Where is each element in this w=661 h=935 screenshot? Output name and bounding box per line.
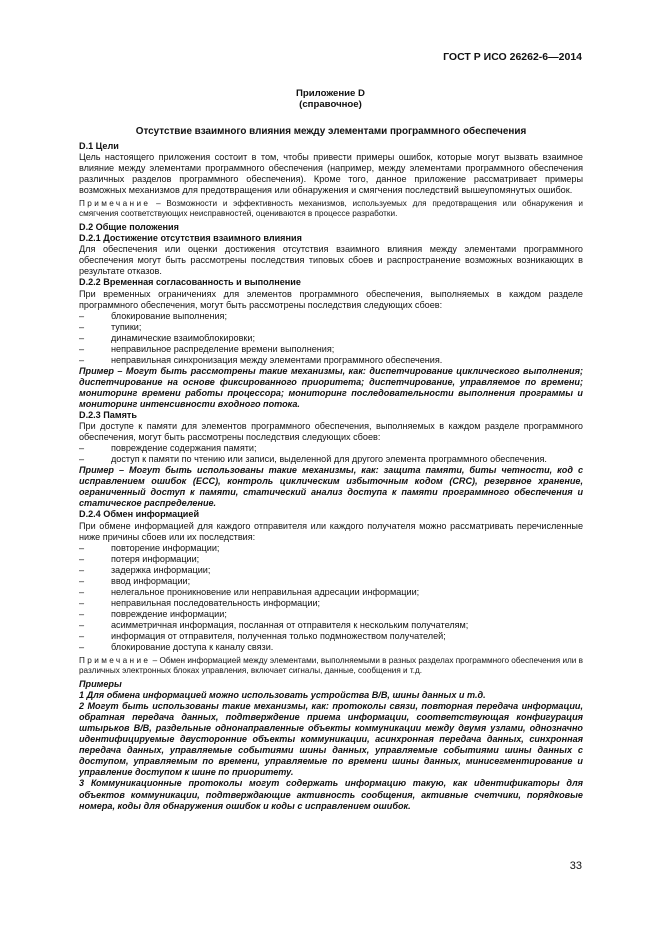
document-body (79, 126, 583, 812)
list-item: – доступ к памяти по чтению или записи, выделенной для другого элемента программного обеспечения. (79, 454, 583, 465)
subsection-heading: D.2.2 Временная согласованность и выполнение (79, 277, 301, 288)
list-item: – блокирование выполнения; (79, 311, 583, 322)
standard-header: ГОСТ Р ИСО 26262-6—2014 (443, 51, 582, 63)
list-item: – ввод информации; (79, 576, 583, 587)
note-label: Примечание (79, 656, 151, 666)
list-item: – нелегальное проникновение или неправильная адресации информации; (79, 587, 583, 598)
example-text: 1 Для обмена информацией можно использовать устройства В/В, шины данных и т.д. (79, 690, 486, 701)
examples-heading: Примеры (79, 679, 122, 690)
list-item: – задержка информации; (79, 565, 583, 576)
example-text: Пример – Могут быть рассмотрены такие механизмы, как: диспетчирование циклического выполнения; диспетчирование на основе фиксированного приоритета; диспетчирование, управляемое по времени; мониторинг времени работы процессора; мониторинг последовательности выполнения программы и мониторинг интенсивности входного потока. (79, 365, 583, 409)
list-item: – потеря информации; (79, 554, 583, 565)
note-text: – Возможности и эффективность механизмов, используемых для предотвращения или обнаружения и смягчения соответствующих неисправностей, оцениваются в процессе разработки. (79, 199, 583, 219)
example-text: 3 Коммуникационные протоколы могут содержать информацию такую, как идентификаторы для объектов коммуникации, подтверждающие активность сообщения, активные счетчики, порядковые номера, коды для обнаружения ошибок и коды с исправлением ошибок. (79, 778, 583, 811)
paragraph: При временных ограничениях для элементов программного обеспечения, выполняемых в каждом разделе программного обеспечения, могут быть рассмотрены последствия следующих сбоев: (79, 288, 583, 310)
list-item: – неправильная последовательность информации; (79, 598, 583, 609)
list-item: – повреждение информации; (79, 609, 583, 620)
note-text: – Обмен информацией между элементами, выполняемыми в разных разделах программного обеспечения или в различных электронных блоках управления, включает сигналы, данные, сообщения и т.д. (79, 656, 583, 676)
list-item: – неправильное распределение времени выполнения; (79, 344, 583, 355)
note (79, 656, 583, 676)
list-item: – повреждение содержания памяти; (79, 443, 583, 454)
section-heading: D.1 Цели (79, 141, 119, 151)
note (79, 199, 583, 219)
list-item: – неправильная синхронизация между элементами программного обеспечения. (79, 355, 583, 366)
subsection-heading: D.2.3 Память (79, 410, 137, 421)
subsection-heading: D.2.4 Обмен информацией (79, 509, 200, 520)
section-heading: D.2 Общие положения (79, 222, 179, 233)
note-label: Примечание (79, 199, 151, 209)
list-item: – динамические взаимоблокировки; (79, 333, 583, 344)
bullet-list (79, 443, 583, 465)
paragraph: При обмене информацией для каждого отправителя или каждого получателя можно рассматривать перечисленные ниже причины сбоев или их последствия: (79, 520, 583, 542)
example-text: Пример – Могут быть использованы такие механизмы, как: защита памяти, биты четности, код с исправлением ошибок (ECC), контроль циклическим избыточным кодом (CRC), резервное хранение, ограниченный доступ к памяти, статический анализ доступа к памяти программного обеспечения и статическое распределение. (79, 465, 583, 509)
list-item: – повторение информации; (79, 543, 583, 554)
bullet-list (79, 311, 583, 366)
appendix-heading (0, 88, 661, 110)
example-text: 2 Могут быть использованы такие механизмы, как: протоколы связи, повторная передача информации, обратная передача данных, подтверждение приема информации, соответствующая конфигурация штырьков В/В, раздельные однонаправленные объекты коммуникации между двумя узлами, однозначно идентифицируемые двусторонние объекты коммуникации, асинхронная передача данных, синхронная передача данных, управляемые событиями шины данных, управляемые событиями шины данных с доступом, управляемым по времени, управляемые по времени шины данных, минисегментирование и управление доступом к шине по приоритету. (79, 701, 583, 778)
appendix-subtitle: (справочное) (299, 99, 362, 111)
appendix-title: Приложение D (296, 88, 365, 99)
subsection-heading: D.2.1 Достижение отсутствия взаимного влияния (79, 233, 302, 244)
list-item: – тупики; (79, 322, 583, 333)
document-title: Отсутствие взаимного влияния между элементами программного обеспечения (135, 126, 527, 137)
bullet-list (79, 543, 583, 653)
paragraph: При доступе к памяти для элементов программного обеспечения, выполняемых в каждом разделе программного обеспечения, могут быть рассмотрены последствия следующих сбоев: (79, 421, 583, 443)
paragraph: Цель настоящего приложения состоит в том, чтобы привести примеры ошибок, которые могут вызвать взаимное влияние между элементами программного обеспечения (например, между элементами программного обеспечения различных разделов программного обеспечения). Кроме того, данное приложение рассматривает примеры возможных механизмов для предотвращения или обнаружения и смягчения последствий вышеупомянутых ошибок. (79, 152, 583, 196)
list-item: – асимметричная информация, посланная от отправителя к нескольким получателям; (79, 620, 583, 631)
paragraph: Для обеспечения или оценки достижения отсутствия взаимного влияния между элементами программного обеспечения могут быть рассмотрены последствия типовых сбоев и распространение возможных возникающих в результате отказов. (79, 244, 583, 277)
page-number: 33 (569, 860, 582, 872)
list-item: – информация от отправителя, полученная только подмножеством получателей; (79, 631, 583, 642)
list-item: – блокирование доступа к каналу связи. (79, 642, 583, 653)
